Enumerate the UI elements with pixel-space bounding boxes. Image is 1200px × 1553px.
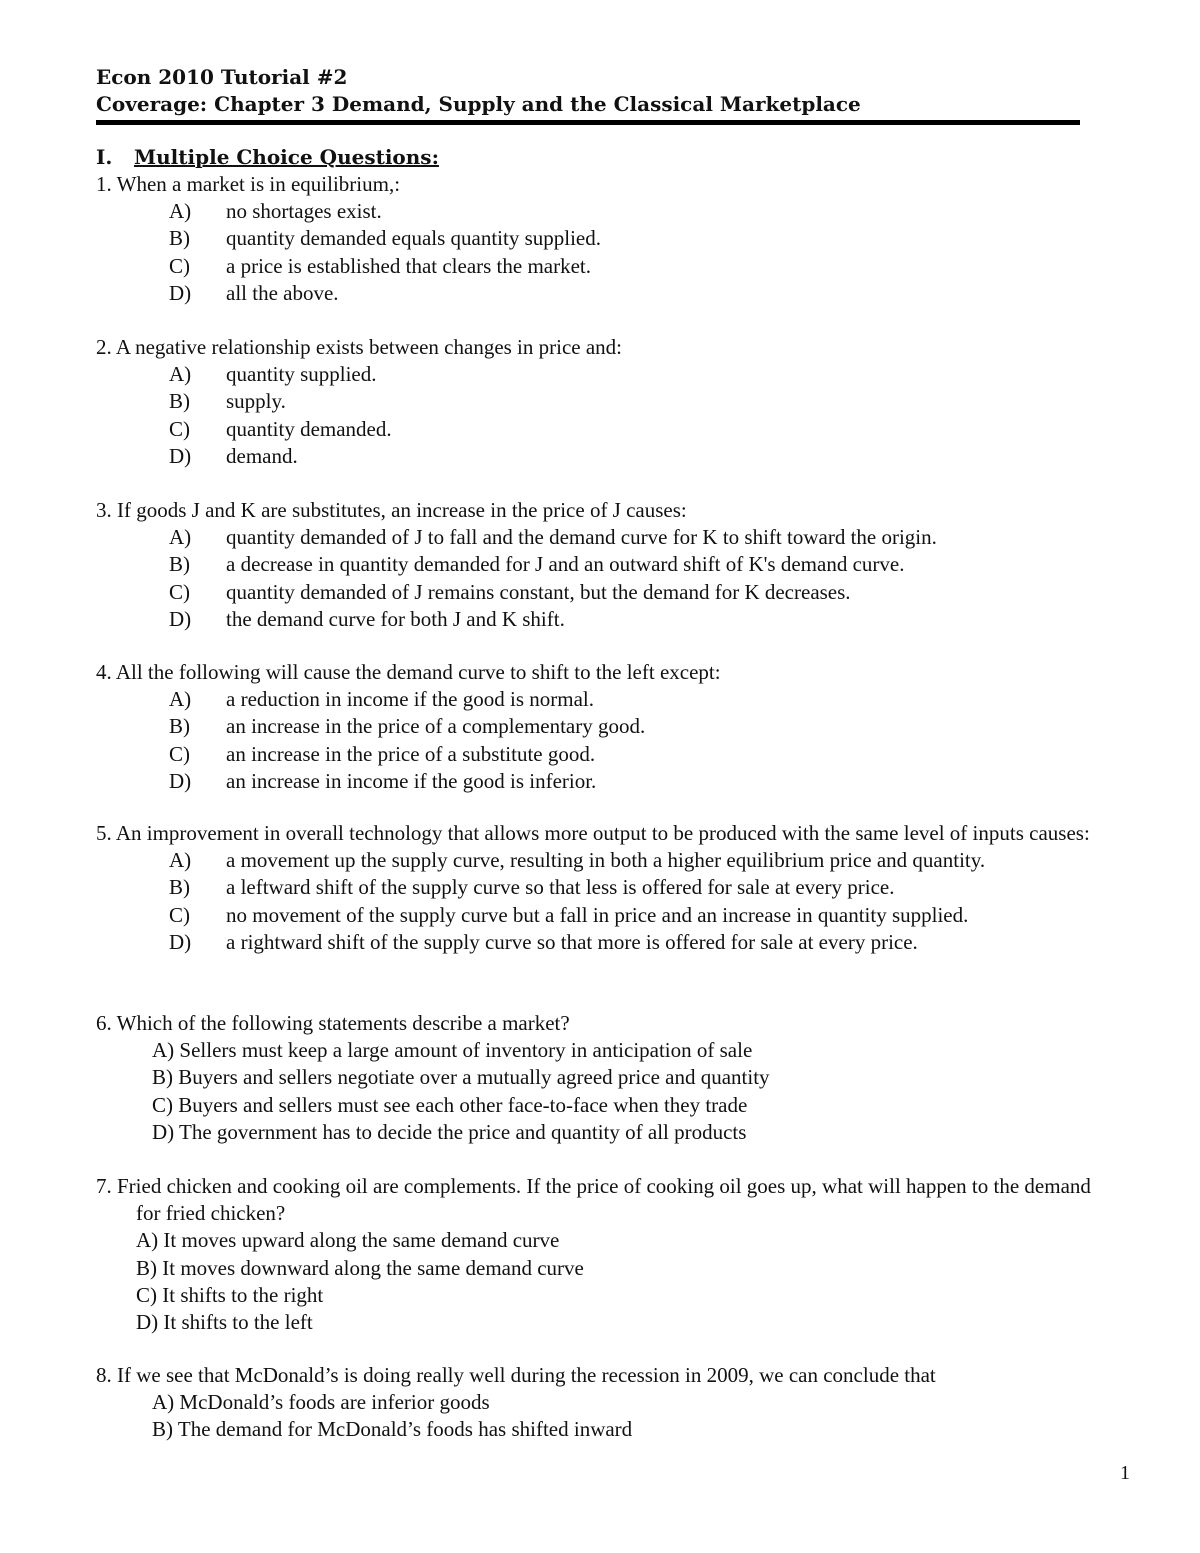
option-b [169, 713, 1106, 740]
option-text: no movement of the supply curve but a fall in price and an increase in quantity supplied. [226, 902, 969, 927]
option-d: D) It shifts to the left [136, 1310, 313, 1335]
option-letter: B) [169, 389, 190, 414]
question-stem: 5. An improvement in overall technology that allows more output to be produced with the same level of inputs causes: [96, 821, 1090, 845]
question-stem: 3. If goods J and K are substitutes, an increase in the price of J causes: [96, 498, 687, 522]
option-b [169, 874, 1106, 901]
question-7 [96, 1173, 1106, 1336]
option-text: a movement up the supply curve, resulting in both a higher equilibrium price and quantity. [226, 848, 986, 873]
question-4 [96, 659, 1106, 795]
option-letter: A) [169, 687, 192, 712]
option-text: quantity demanded. [226, 416, 392, 441]
option-text: quantity demanded of J to fall and the demand curve for K to shift toward the origin. [226, 525, 937, 550]
option-b [169, 225, 1106, 252]
option-letter: C) [169, 902, 190, 927]
option-b: B) Buyers and sellers negotiate over a mutually agreed price and quantity [152, 1065, 770, 1090]
option-b [169, 551, 1106, 578]
option-b [169, 388, 1106, 415]
option-letter: B) [169, 552, 190, 577]
option-c [169, 902, 1106, 929]
option-d [169, 443, 1106, 470]
question-2 [96, 334, 1106, 470]
coverage-line: Coverage: Chapter 3 Demand, Supply and the Classical Marketplace [96, 92, 861, 116]
option-letter: C) [169, 416, 190, 441]
option-letter: A) [169, 362, 192, 387]
option-a [169, 686, 1106, 713]
option-letter: A) [169, 199, 192, 224]
option-letter: B) [169, 875, 190, 900]
question-stem: 4. All the following will cause the demand curve to shift to the left except: [96, 660, 721, 684]
option-text: an increase in the price of a complementary good. [226, 714, 646, 739]
option-c [169, 579, 1106, 606]
option-a [169, 847, 1106, 874]
option-d: D) The government has to decide the price and quantity of all products [152, 1119, 747, 1144]
header-divider [96, 120, 1080, 125]
option-text: all the above. [226, 280, 339, 305]
option-text: demand. [226, 443, 298, 468]
option-text: a decrease in quantity demanded for J and an outward shift of K's demand curve. [226, 552, 905, 577]
question-5 [96, 820, 1106, 956]
option-letter: A) [169, 848, 192, 873]
option-letter: B) [169, 714, 190, 739]
option-c [169, 253, 1106, 280]
question-3 [96, 497, 1106, 633]
question-8 [96, 1362, 1106, 1444]
option-c [169, 741, 1106, 768]
option-text: quantity supplied. [226, 362, 377, 387]
option-c: C) Buyers and sellers must see each other face-to-face when they trade [152, 1092, 748, 1117]
option-text: quantity demanded equals quantity supplied. [226, 226, 602, 251]
option-letter: D) [169, 768, 192, 793]
option-letter: A) [169, 525, 192, 550]
option-a [169, 198, 1106, 225]
option-letter: D) [169, 443, 192, 468]
question-stem: 1. When a market is in equilibrium,: [96, 172, 401, 196]
option-c [169, 416, 1106, 443]
option-letter: C) [169, 253, 190, 278]
option-text: quantity demanded of J remains constant, but the demand for K decreases. [226, 579, 851, 604]
option-text: supply. [226, 389, 286, 414]
option-letter: C) [169, 741, 190, 766]
question-stem: 7. Fried chicken and cooking oil are complements. If the price of cooking oil goes up, what will happen to the demand for fried chicken? [96, 1174, 1091, 1226]
option-a [169, 361, 1106, 388]
question-stem: 6. Which of the following statements describe a market? [96, 1011, 570, 1035]
option-letter: D) [169, 929, 192, 954]
option-c: C) It shifts to the right [136, 1282, 324, 1307]
option-a [169, 524, 1106, 551]
option-d [169, 280, 1106, 307]
section-heading [96, 145, 439, 169]
option-b: B) The demand for McDonald’s foods has shifted inward [152, 1417, 633, 1442]
option-letter: C) [169, 579, 190, 604]
option-text: the demand curve for both J and K shift. [226, 606, 565, 631]
question-stem: 2. A negative relationship exists between changes in price and: [96, 335, 623, 359]
option-letter: D) [169, 606, 192, 631]
option-text: a reduction in income if the good is normal. [226, 687, 594, 712]
question-stem: 8. If we see that McDonald’s is doing really well during the recession in 2009, we can conclude that [96, 1363, 936, 1387]
option-b: B) It moves downward along the same demand curve [136, 1255, 584, 1280]
page-number: 1 [1120, 1462, 1130, 1484]
option-text: an increase in the price of a substitute good. [226, 741, 596, 766]
option-d [169, 606, 1106, 633]
option-text: a price is established that clears the market. [226, 253, 592, 278]
option-d [169, 929, 1106, 956]
question-6 [96, 1010, 1106, 1146]
option-a: A) It moves upward along the same demand curve [136, 1228, 560, 1253]
option-text: no shortages exist. [226, 199, 382, 224]
section-number: I. [96, 145, 113, 169]
option-text: a rightward shift of the supply curve so that more is offered for sale at every price. [226, 929, 918, 954]
option-d [169, 768, 1106, 795]
section-title: Multiple Choice Questions: [134, 145, 439, 169]
option-letter: B) [169, 226, 190, 251]
question-1 [96, 171, 1106, 307]
option-a: A) McDonald’s foods are inferior goods [152, 1390, 490, 1415]
option-text: an increase in income if the good is inferior. [226, 768, 597, 793]
document-title: Econ 2010 Tutorial #2 [96, 65, 348, 89]
option-text: a leftward shift of the supply curve so that less is offered for sale at every price. [226, 875, 895, 900]
option-letter: D) [169, 280, 192, 305]
option-a: A) Sellers must keep a large amount of inventory in anticipation of sale [152, 1038, 753, 1063]
